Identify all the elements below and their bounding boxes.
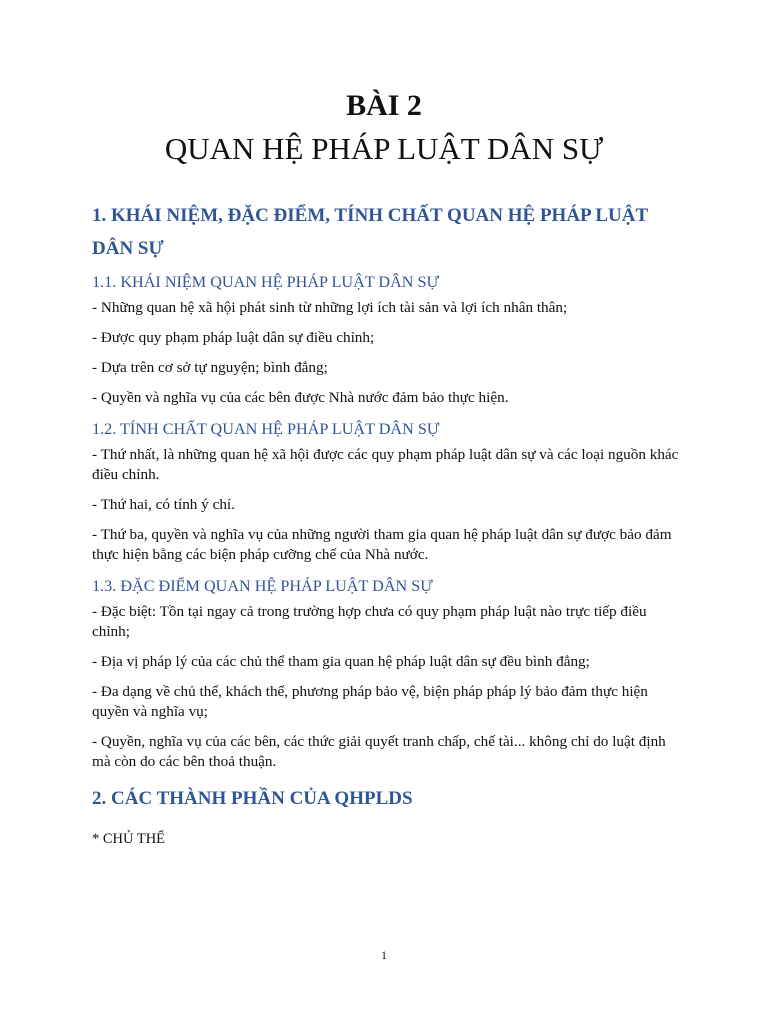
paragraph: - Thứ nhất, là những quan hệ xã hội được các quy phạm pháp luật dân sự và các loại nguồn khác điều chỉnh.	[92, 446, 679, 483]
paragraph: - Được quy phạm pháp luật dân sự điều chỉnh;	[92, 329, 375, 346]
subsection-1-3-heading: 1.3. ĐẶC ĐIỂM QUAN HỆ PHÁP LUẬT DÂN SỰ	[92, 577, 433, 595]
page-number: 1	[381, 948, 387, 962]
paragraph: - Đặc biệt: Tồn tại ngay cả trong trường hợp chưa có quy phạm pháp luật nào trực tiếp điều chỉnh;	[92, 603, 647, 640]
paragraph: - Dựa trên cơ sở tự nguyện; bình đẳng;	[92, 359, 328, 376]
lesson-number: BÀI 2	[346, 89, 422, 122]
paragraph: - Địa vị pháp lý của các chủ thể tham gia quan hệ pháp luật dân sự đều bình đẳng;	[92, 653, 590, 670]
subsection-1-1-heading: 1.1. KHÁI NIỆM QUAN HỆ PHÁP LUẬT DÂN SỰ	[92, 273, 440, 291]
section-2-heading: 2. CÁC THÀNH PHẦN CỦA QHPLDS	[92, 788, 413, 809]
document-body	[92, 199, 682, 849]
subject-note: * CHỦ THỂ	[92, 831, 166, 847]
paragraph: - Thứ ba, quyền và nghĩa vụ của những người tham gia quan hệ pháp luật dân sự được bảo đảm thực hiện bằng các biện pháp cưỡng chế của Nhà nước.	[92, 526, 672, 563]
lesson-title: QUAN HỆ PHÁP LUẬT DÂN SỰ	[164, 131, 604, 166]
subsection-1-2-heading: 1.2. TÍNH CHẤT QUAN HỆ PHÁP LUẬT DÂN SỰ	[92, 420, 440, 438]
paragraph: - Đa dạng về chủ thể, khách thể, phương pháp bảo vệ, biện pháp pháp lý bảo đảm thực hiện quyền và nghĩa vụ;	[92, 683, 648, 720]
paragraph: - Quyền và nghĩa vụ của các bên được Nhà nước đảm bảo thực hiện.	[92, 389, 509, 406]
paragraph: - Thứ hai, có tính ý chí.	[92, 496, 235, 513]
paragraph: - Những quan hệ xã hội phát sinh từ những lợi ích tài sản và lợi ích nhân thân;	[92, 299, 568, 316]
section-1-heading: 1. KHÁI NIỆM, ĐẶC ĐIỂM, TÍNH CHẤT QUAN HỆ PHÁP LUẬT DÂN SỰ	[92, 205, 648, 259]
paragraph: - Quyền, nghĩa vụ của các bên, các thức giải quyết tranh chấp, chế tài... không chỉ do luật định mà còn do các bên thoả thuận.	[92, 733, 666, 770]
